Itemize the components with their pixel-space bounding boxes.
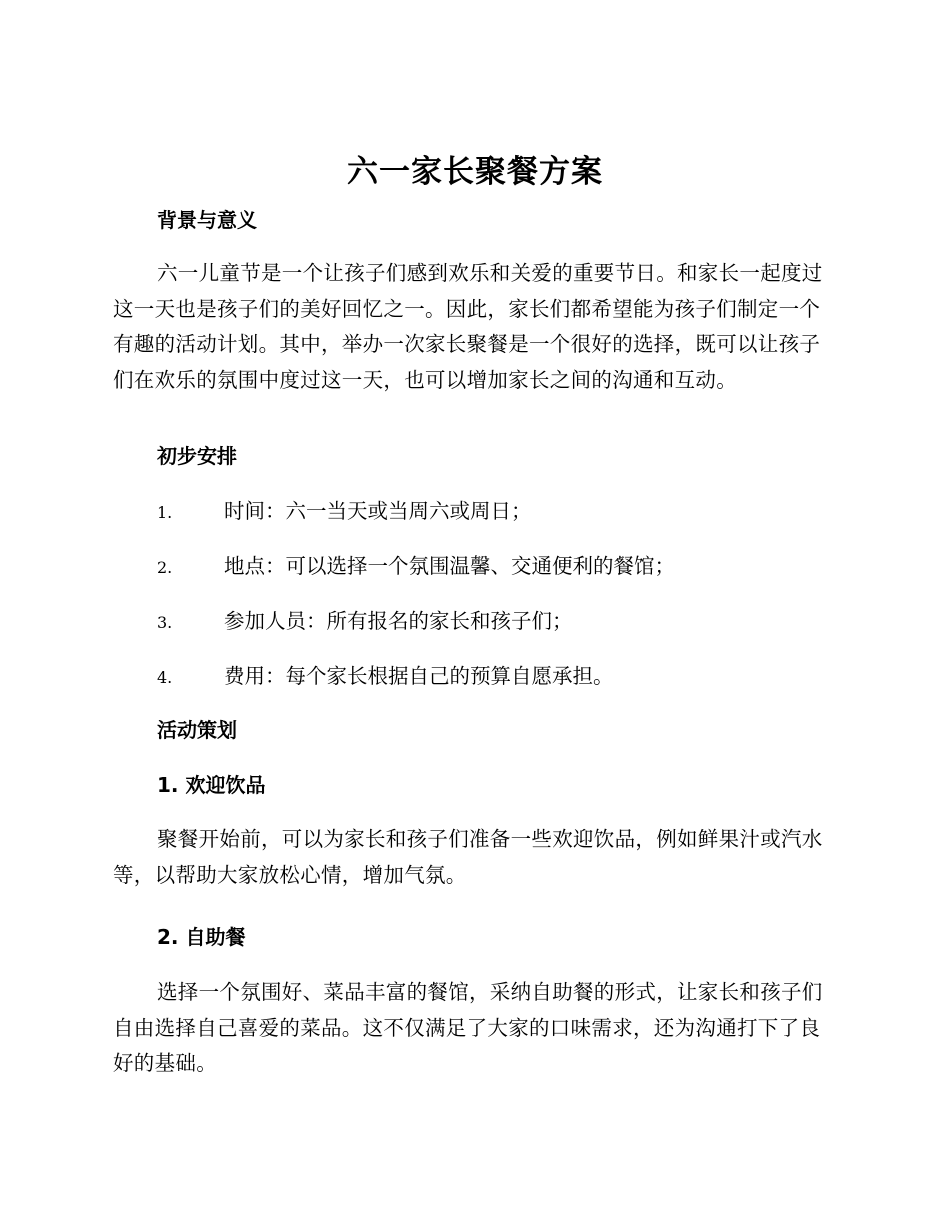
list-item-number: 1. — [157, 503, 173, 522]
list-item — [157, 606, 837, 638]
list-item — [157, 661, 837, 693]
list-item-text: 费用：每个家长根据自己的预算自愿承担。 — [224, 664, 614, 688]
list-item-text: 参加人员：所有报名的家长和孩子们； — [224, 609, 573, 633]
subheading-welcome-drinks: 1. 欢迎饮品 — [157, 773, 266, 797]
subheading-buffet: 2. 自助餐 — [157, 925, 246, 949]
list-item — [157, 551, 837, 583]
list-item-text: 时间：六一当天或当周六或周日； — [224, 499, 532, 523]
paragraph-background: 六一儿童节是一个让孩子们感到欢乐和关爱的重要节日。和家长一起度过这一天也是孩子们的美好回忆之一。因此，家长们都希望能为孩子们制定一个有趣的活动计划。其中，举办一次家长聚餐是一个很好的选择，既可以让孩子们在欢乐的氛围中度过这一天，也可以增加家长之间的沟通和互动。 — [113, 261, 823, 392]
paragraph-buffet: 选择一个氛围好、菜品丰富的餐馆，采纳自助餐的形式，让家长和孩子们自由选择自己喜爱的菜品。这不仅满足了大家的口味需求，还为沟通打下了良好的基础。 — [113, 980, 823, 1076]
list-item-number: 2. — [157, 558, 173, 577]
section-heading-arrangement: 初步安排 — [157, 444, 237, 468]
section-heading-background: 背景与意义 — [157, 208, 257, 232]
list-item — [157, 496, 837, 528]
section-heading-planning: 活动策划 — [157, 718, 237, 742]
document-title: 六一家长聚餐方案 — [347, 154, 603, 190]
list-item-text: 地点：可以选择一个氛围温馨、交通便利的餐馆； — [224, 554, 675, 578]
paragraph-welcome-drinks: 聚餐开始前，可以为家长和孩子们准备一些欢迎饮品，例如鲜果汁或汽水等，以帮助大家放松心情，增加气氛。 — [113, 827, 823, 887]
list-item-number: 3. — [157, 613, 173, 632]
list-item-number: 4. — [157, 668, 173, 687]
